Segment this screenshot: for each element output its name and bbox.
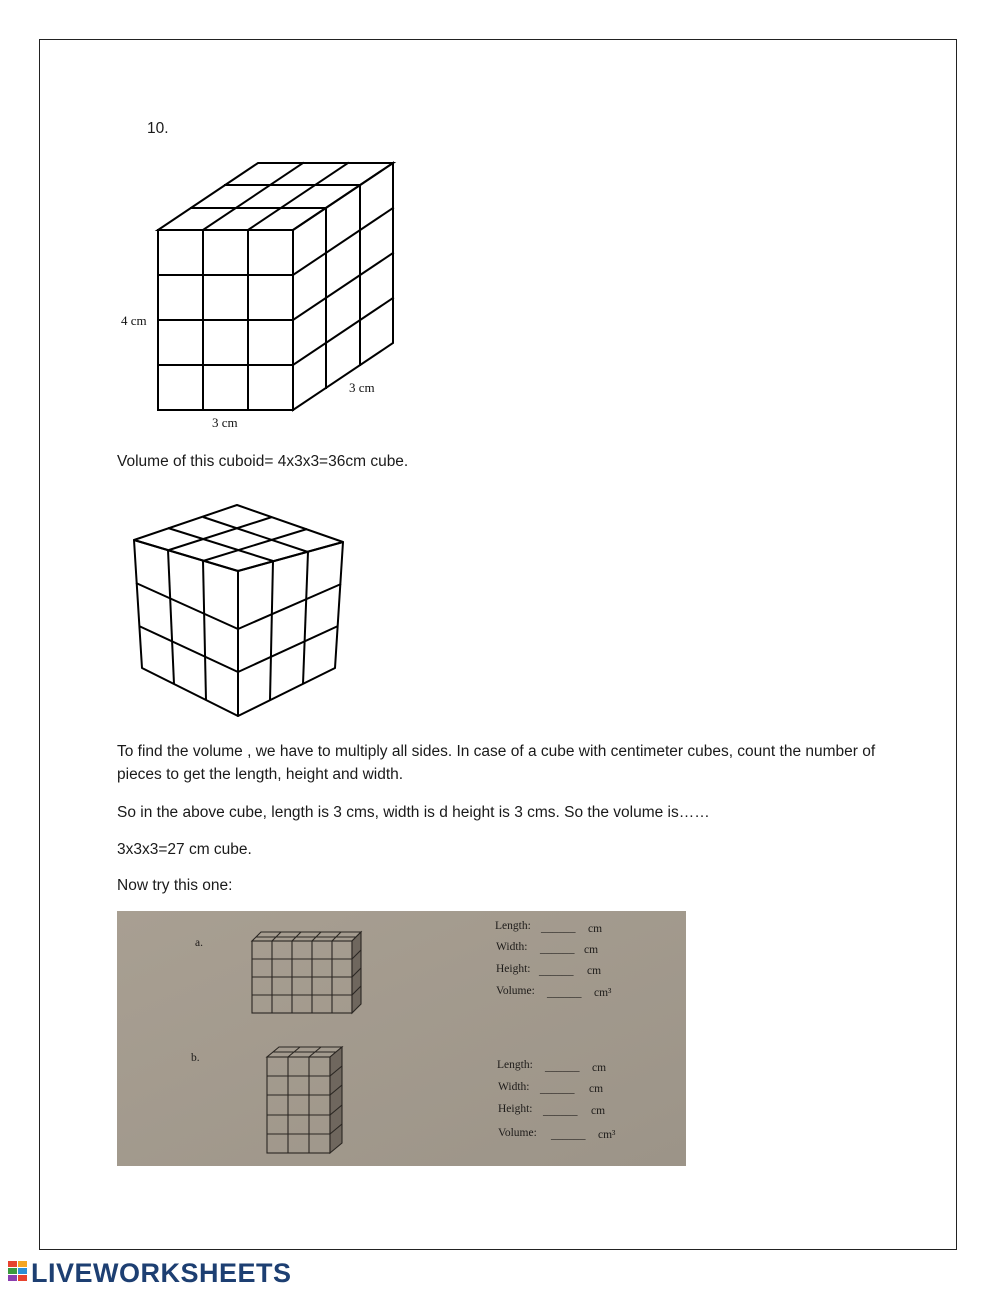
exercise-a-width-label: Width: (496, 941, 528, 953)
exercise-b-height-blank: ______ (543, 1105, 578, 1117)
cube-volume-text: 3x3x3=27 cm cube. (117, 841, 252, 858)
exercise-b-length-blank: ______ (545, 1061, 580, 1073)
exercise-b-width-blank: ______ (540, 1083, 575, 1095)
exercise-a-height-blank: ______ (539, 965, 574, 977)
logo-blocks-icon (8, 1261, 28, 1285)
exercise-drawing (117, 911, 686, 1166)
cube-dimensions-text: So in the above cube, length is 3 cms, width is d height is 3 cms. So the volume is…… (117, 804, 710, 821)
exercise-a-height-label: Height: (496, 963, 531, 975)
exercise-a-volume-blank: ______ (547, 987, 582, 999)
height-label: 4 cm (121, 313, 147, 328)
exercise-b-volume-label: Volume: (498, 1127, 537, 1139)
exercise-a-volume-unit: cm³ (594, 987, 612, 999)
exercise-a-length-label: Length: (495, 920, 531, 932)
exercise-b-volume-unit: cm³ (598, 1129, 616, 1141)
cube-top-face (134, 505, 343, 571)
cube-right-face (238, 542, 343, 716)
question-number: 10. (147, 120, 169, 137)
exercise-a-length-unit: cm (588, 923, 603, 935)
liveworksheets-logo[interactable] (8, 1257, 292, 1289)
exercise-a-volume-label: Volume: (496, 985, 535, 997)
exercise-a-label: a. (195, 937, 203, 949)
width-label: 3 cm (212, 415, 238, 430)
exercise-b-label: b. (191, 1052, 200, 1064)
exercise-b-height-unit: cm (591, 1105, 606, 1117)
exercise-a-height-unit: cm (587, 965, 602, 977)
cuboid-top-face (158, 163, 393, 230)
exercise-photo (117, 911, 686, 1166)
cube-left-face (134, 540, 238, 716)
exercise-b-length-unit: cm (592, 1062, 607, 1074)
exercise-b-height-label: Height: (498, 1103, 533, 1115)
exercise-a-length-blank: ______ (541, 922, 576, 934)
exercise-b-width-label: Width: (498, 1081, 530, 1093)
cuboid-volume-text: Volume of this cuboid= 4x3x3=36cm cube. (117, 453, 409, 470)
exercise-a-width-unit: cm (584, 944, 599, 956)
exercise-b-length-label: Length: (497, 1059, 533, 1071)
exercise-a-width-blank: ______ (540, 943, 575, 955)
exercise-b-volume-blank: ______ (551, 1129, 586, 1141)
exercise-b-width-unit: cm (589, 1083, 604, 1095)
explanation-text: To find the volume , we have to multiply all sides. In case of a cube with centimeter cubes, count the number of pieces to get the length, height and width. (117, 743, 876, 783)
try-prompt-text: Now try this one: (117, 877, 233, 894)
cuboid-figure (115, 155, 405, 435)
depth-label: 3 cm (349, 380, 375, 395)
logo-wordmark: LIVEWORKSHEETS (31, 1257, 292, 1288)
cube-figure (130, 500, 350, 720)
